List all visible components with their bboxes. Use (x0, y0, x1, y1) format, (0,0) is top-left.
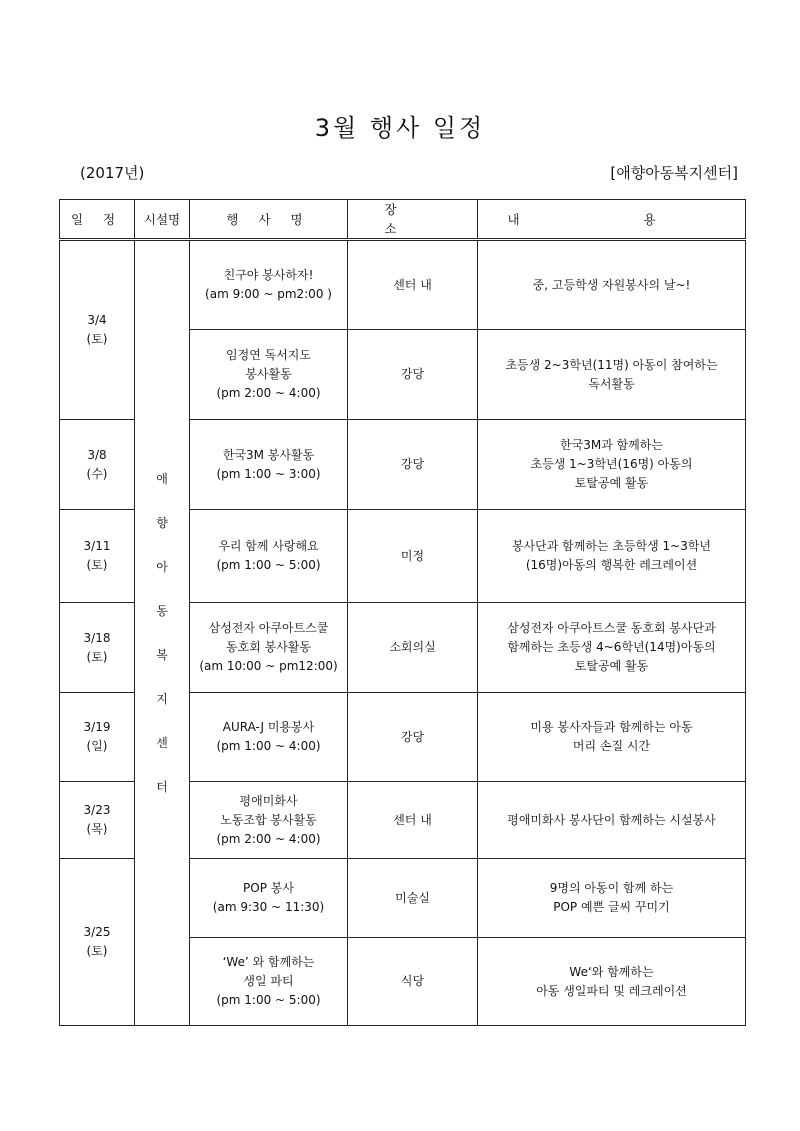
date-cell: 3/4 (토) (60, 240, 135, 420)
place-cell: 센터 내 (348, 782, 478, 859)
place-cell: 강당 (348, 330, 478, 420)
content-cell: We‘와 함께하는 아동 생일파티 및 레크레이션 (478, 938, 746, 1026)
header-content: 내 용 (478, 200, 746, 240)
content-cell: 한국3M과 함께하는 초등생 1~3학년(16명) 아동의 토탈공예 활동 (478, 420, 746, 510)
year-label: (2017년) (80, 164, 145, 182)
content-cell: 삼성전자 아쿠아트스쿨 동호회 봉사단과 함께하는 초등생 4~6학년(14명)아동의 토탈공예 활동 (478, 603, 746, 693)
place-cell: 강당 (348, 420, 478, 510)
organization-label: [애향아동복지센터] (610, 164, 738, 182)
place-cell: 미정 (348, 510, 478, 603)
event-name-cell: ‘We’ 와 함께하는 생일 파티 (pm 1:00 ~ 5:00) (190, 938, 348, 1026)
date-cell: 3/23 (목) (60, 782, 135, 859)
event-name-cell: 임정연 독서지도 봉사활동 (pm 2:00 ~ 4:00) (190, 330, 348, 420)
event-name-cell: 삼성전자 아쿠아트스쿨 동호회 봉사활동 (am 10:00 ~ pm12:00) (190, 603, 348, 693)
event-name-cell: POP 봉사 (am 9:30 ~ 11:30) (190, 859, 348, 938)
event-name-cell: AURA-J 미용봉사 (pm 1:00 ~ 4:00) (190, 693, 348, 782)
content-cell: 중, 고등학생 자원봉사의 날~! (478, 240, 746, 330)
header-facility: 시설명 (135, 200, 190, 240)
event-name-cell: 친구야 봉사하자! (am 9:00 ~ pm2:00 ) (190, 240, 348, 330)
content-cell: 평애미화사 봉사단이 함께하는 시설봉사 (478, 782, 746, 859)
page-title: 3월 행사 일정 (314, 114, 486, 142)
event-name-cell: 평애미화사 노동조합 봉사활동 (pm 2:00 ~ 4:00) (190, 782, 348, 859)
place-cell: 소회의실 (348, 603, 478, 693)
date-cell: 3/11 (토) (60, 510, 135, 603)
event-name-cell: 한국3M 봉사활동 (pm 1:00 ~ 3:00) (190, 420, 348, 510)
header-date: 일 정 (60, 200, 135, 240)
place-cell: 미술실 (348, 859, 478, 938)
table-header-row (60, 200, 746, 240)
place-cell: 강당 (348, 693, 478, 782)
date-cell: 3/18 (토) (60, 603, 135, 693)
content-cell: 초등생 2~3학년(11명) 아동이 참여하는 독서활동 (478, 330, 746, 420)
schedule-table (59, 199, 746, 1026)
place-cell: 센터 내 (348, 240, 478, 330)
facility-cell: 애 향 아 동 복 지 센 터 (135, 240, 190, 1026)
content-cell: 봉사단과 함께하는 초등학생 1~3학년 (16명)아동의 행복한 레크레이션 (478, 510, 746, 603)
content-cell: 9명의 아동이 함께 하는 POP 예쁜 글씨 꾸미기 (478, 859, 746, 938)
date-cell: 3/8 (수) (60, 420, 135, 510)
place-cell: 식당 (348, 938, 478, 1026)
date-cell: 3/19 (일) (60, 693, 135, 782)
content-cell: 미용 봉사자들과 함께하는 아동 머리 손질 시간 (478, 693, 746, 782)
header-event: 행 사 명 (190, 200, 348, 240)
date-cell: 3/25 (토) (60, 859, 135, 1026)
header-place: 장 소 (348, 200, 478, 240)
table-row (60, 240, 746, 330)
event-name-cell: 우리 함께 사랑해요 (pm 1:00 ~ 5:00) (190, 510, 348, 603)
